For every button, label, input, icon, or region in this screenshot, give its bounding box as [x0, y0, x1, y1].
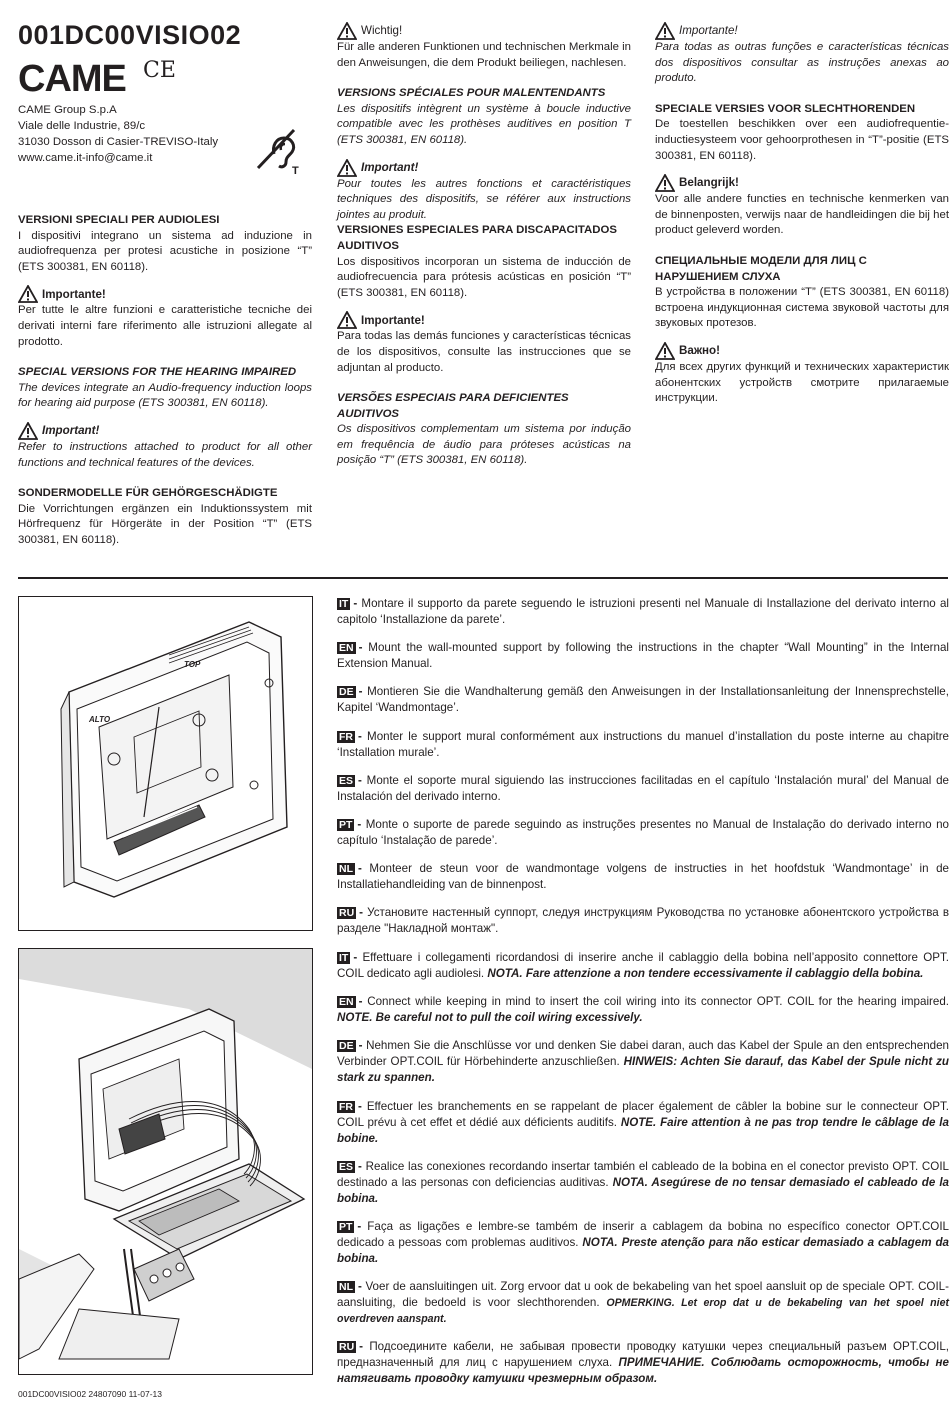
lang-tag: ES — [339, 774, 354, 787]
de-title: SONDERMODELLE FÜR GEHÖRGESCHÄDIGTE — [18, 487, 278, 500]
warning-icon — [18, 285, 38, 303]
fr-warning — [337, 159, 631, 177]
address-line-2: 31030 Dosson di Casier-TREVISO-Italy — [18, 136, 219, 148]
ru-body: В устройства в положении “T” (ETS 300381, EN 60118) встроена индукционная система звуковой частоты для звуковых протезов. — [655, 286, 949, 330]
en-warning-body: Refer to instructions attached to product for all other functions and technical features of the devices. — [18, 440, 312, 469]
came-logo: CAME — [18, 58, 126, 100]
fr-title: VERSIONS SPÉCIALES POUR MALENTENDANTS — [337, 87, 606, 100]
lang-tag: EN — [339, 642, 354, 655]
nl-warning — [655, 174, 949, 192]
svg-text:T: T — [292, 165, 299, 176]
lang-tag: IT — [339, 952, 349, 964]
es-body: Los dispositivos incorporan un sistema de inducción de audiofrecuencia para prótesis acústicas en posición “T” (ETS 300381, EN 60118). — [337, 255, 631, 299]
step1-instructions — [337, 596, 949, 950]
footer-code: 001DC00VISIO02 24807090 11-07-13 — [18, 1389, 162, 1399]
column-2 — [337, 20, 631, 469]
step2-fr: FR - Effectuer les branchements en se rappelant de placer également de câbler la bobine sur le connecteur OPT. COIL prévu à cet effet et dédié aux déficients auditifs. NOTE. Faire attention à ne pas trop tendre le câblage de la bobine. — [337, 1099, 949, 1145]
step1-ru: RU - Установите настенный суппорт, следуя инструкциям Руководства по установке абонентского устройства в разделе "Накладной монтаж". — [337, 906, 949, 936]
step1-es: ES - Monte el soporte mural siguiendo las instrucciones facilitadas en el capítulo ‘Instalación mural’ del Manual de Instalación del derivado interno. — [337, 773, 949, 803]
fr-warning-body: Pour toutes les autres fonctions et caractéristiques techniques des dispositifs, se référer aux instructions jointes au produit. — [337, 177, 631, 221]
fr-warning-label: Important! — [361, 160, 419, 174]
step2-it: IT - Effettuare i collegamenti ricordandosi di inserire anche il cablaggio della bobina nell’apposito connettore OPT. COIL dedicato agli audiolesi. NOTA. Fare attenzione a non tendere eccessivamente il cablaggio della bobina. — [337, 951, 949, 980]
lang-tag: NL — [339, 863, 353, 876]
nl-title: SPECIALE VERSIES VOOR SLECHTHORENDEN — [655, 102, 916, 115]
lang-tag: PT — [339, 1220, 353, 1233]
pt-warning-label: Importante! — [679, 24, 738, 38]
es-warning — [337, 311, 631, 329]
company-name: CAME Group S.p.A — [18, 104, 117, 116]
column-3 — [655, 20, 949, 407]
label-top: TOP — [184, 660, 201, 669]
lang-tag: EN — [339, 996, 354, 1009]
label-alto: ALTO — [89, 715, 111, 724]
nl-body: De toestellen beschikken over een audiofrequentie-inductiesysteem voor gehoorprothesen in “T”-positie (ETS 300381, EN 60118). — [655, 118, 949, 162]
de-warning-body: Für alle anderen Funktionen und technischen Merkmale in den Anweisungen, die dem Produkt beiliegen, nachlesen. — [337, 41, 631, 69]
ru-warning-body: Для всех других функций и технических характеристик абонентских устройств смотрите прилагаемые инструкции. — [655, 360, 949, 405]
en-body: The devices integrate an Audio-frequency induction loops for hearing aid purpose (ETS 300381, EN 60118). — [18, 381, 312, 410]
lang-tag: NL — [339, 1281, 353, 1294]
lang-tag: PT — [339, 818, 353, 831]
step1-nl: NL - Monteer de steun voor de wandmontage volgens de instructies in het hoofdstuk ‘Wandmontage’ in de Installatiehandleiding van de binnenpost. — [337, 862, 949, 892]
lang-tag: ES — [339, 1160, 354, 1173]
step2-pt: PT - Faça as ligações e lembre-se também de inserir a cablagem da bobina no específico conector OPT.COIL dedicado a pessoas com problemas auditivos. NOTA. Preste atenção para não esticar demasiado a cablagem da bobina. — [337, 1219, 949, 1265]
website: www.came.it-info@came.it — [18, 152, 153, 164]
step1-pt: PT - Monte o suporte de parede seguindo as instruções presentes no Manual de Instalação do derivado interno no capítulo ‘Instalação de parede’. — [337, 817, 949, 847]
warning-icon — [337, 159, 357, 177]
warning-icon — [18, 422, 38, 440]
step2-ru: RU - Подсоедините кабели, не забывая провести проводку катушки через специальный разъем OPT.COIL, предназначенный для лиц с нарушением слуха. ПРИМЕЧАНИЕ. Соблюдать осторожность, чтобы не натягивать проводку катушки чрезмерным образом. — [337, 1340, 950, 1386]
pt-body: Os dispositivos complementam um sistema por indução em frequência de áudio para próteses acústicas na posição “T” (ETS 300381, EN 60118). — [337, 423, 631, 467]
address-line-1: Viale delle Industrie, 89/c — [18, 120, 146, 132]
lang-tag: FR — [339, 1100, 353, 1113]
warning-icon — [337, 311, 357, 329]
warning-icon — [655, 342, 675, 360]
it-warning-body: Per tutte le altre funzioni e caratteristiche tecniche dei derivati interni fare riferimento alle istruzioni allegate al prodotto. — [18, 304, 312, 348]
nl-warning-body: Voor alle andere functies en technische kenmerken van de binnenposten, verwijs naar de handleidingen die bij het product geleverd worden. — [655, 193, 949, 237]
step1-it: IT - Montare il supporto da parete seguendo le istruzioni presenti nel Manuale di Installazione del derivato interno al capitolo ‘Installazione da parete’. — [337, 597, 949, 626]
hearing-loop-icon — [252, 124, 302, 176]
warning-icon — [655, 174, 675, 192]
en-title: SPECIAL VERSIONS FOR THE HEARING IMPAIRED — [18, 366, 297, 379]
it-title: VERSIONI SPECIALI PER AUDIOLESI — [18, 214, 220, 226]
wiring-illustration — [19, 949, 312, 1374]
nl-warning-label: Belangrijk! — [679, 176, 739, 190]
lang-tag: RU — [339, 907, 355, 920]
pt-warning — [655, 22, 949, 40]
wall-support-figure — [18, 596, 313, 931]
column-1 — [18, 213, 312, 549]
step1-en: EN - Mount the wall-mounted support by following the instructions in the chapter “Wall Mounting” in the Internal Extension Manual. — [337, 641, 949, 671]
lang-tag: IT — [339, 598, 349, 610]
it-warning — [18, 285, 312, 303]
ru-warning — [655, 342, 949, 360]
wall-support-illustration — [19, 597, 312, 930]
pt-warning-body: Para todas as outras funções e características técnicas dos dispositivos consultar as instruções anexas ao produto. — [655, 41, 949, 85]
pt-title: VERSÕES ESPECIAIS PARA DEFICIENTES AUDITIVOS — [337, 392, 569, 420]
ce-mark: CE — [143, 58, 176, 83]
step2-de: DE - Nehmen Sie die Anschlüsse vor und denken Sie dabei daran, auch das Kabel der Spule an den entsprechenden Verbinder OPT.COIL für Hörbehinderte anzuschließen. HINWEIS: Achten Sie darauf, das Kabel der Spule nicht zu stark zu spannen. — [337, 1039, 949, 1085]
ru-title: СПЕЦИАЛЬНЫЕ МОДЕЛИ ДЛЯ ЛИЦ С НАРУШЕНИЕМ СЛУХА — [655, 254, 867, 283]
step2-nl: NL - Voer de aansluitingen uit. Zorg ervoor dat u ook de bekabeling van het spoel aansluit op de speciale OPT. COIL-aansluiting, die bedoeld is voor slechthorenden. OPMERKING. Let erop dat u de bekabeling van het spoel niet overdreven aanspant. — [337, 1280, 949, 1326]
it-body: I dispositivi integrano un sistema ad induzione in audiofrequenza per protesi acustiche in posizione “T” (ETS 300381, EN 60118). — [18, 229, 312, 273]
es-warning-label: Importante! — [361, 313, 425, 327]
warning-icon — [337, 22, 357, 40]
lang-tag: DE — [339, 1040, 354, 1053]
lang-tag: FR — [339, 730, 353, 743]
es-warning-body: Para todas las demás funciones y características técnicas de los dispositivos, consulte las instrucciones que se adjuntan al producto. — [337, 330, 631, 374]
company-info — [18, 102, 218, 166]
step2-en: EN - Connect while keeping in mind to insert the coil wiring into its connector OPT. COIL for the hearing impaired. NOTE. Be careful not to pull the coil wiring excessively. — [337, 995, 949, 1025]
de-body: Die Vorrichtungen ergänzen ein Induktionssystem mit Hörfrequenz für Hörgeräte in der Position “T” (ETS 300381, EN 60118). — [18, 502, 312, 546]
step2-es: ES - Realice las conexiones recordando insertar también el cableado de la bobina en el conector previsto OPT. COIL destinado a las personas con deficiencias auditivas. NOTA. Asegúrese de no tensar demasiado el cableado de la bobina. — [337, 1159, 949, 1205]
de-warning — [337, 22, 631, 40]
warning-icon — [655, 22, 675, 40]
doc-code: 001DC00VISIO02 — [18, 20, 242, 50]
step2-instructions — [337, 950, 949, 1400]
es-title: VERSIONES ESPECIALES PARA DISCAPACITADOS AUDITIVOS — [337, 224, 617, 252]
it-warning-label: Importante! — [42, 287, 106, 301]
en-warning — [18, 422, 312, 440]
ru-warning-label: Важно! — [679, 344, 720, 358]
lang-tag: RU — [339, 1341, 355, 1354]
step1-fr: FR - Monter le support mural conformément aux instructions du manuel d’installation du poste interne au chapitre ‘Installation murale’. — [337, 729, 949, 759]
fr-body: Les dispositifs intègrent un système à boucle inductive compatible avec les prothèses auditives en position T (ETS 300381, EN 60118). — [337, 102, 631, 146]
step1-de: DE - Montieren Sie die Wandhalterung gemäß den Anweisungen in der Installationsanleitung der Innensprechstelle, Kapitel ‘Wandmontage’. — [337, 685, 949, 715]
lang-tag: DE — [339, 686, 354, 699]
en-warning-label: Important! — [42, 424, 100, 438]
wiring-figure — [18, 948, 313, 1375]
section-divider — [18, 577, 948, 579]
de-warning-label: Wichtig! — [361, 24, 403, 38]
